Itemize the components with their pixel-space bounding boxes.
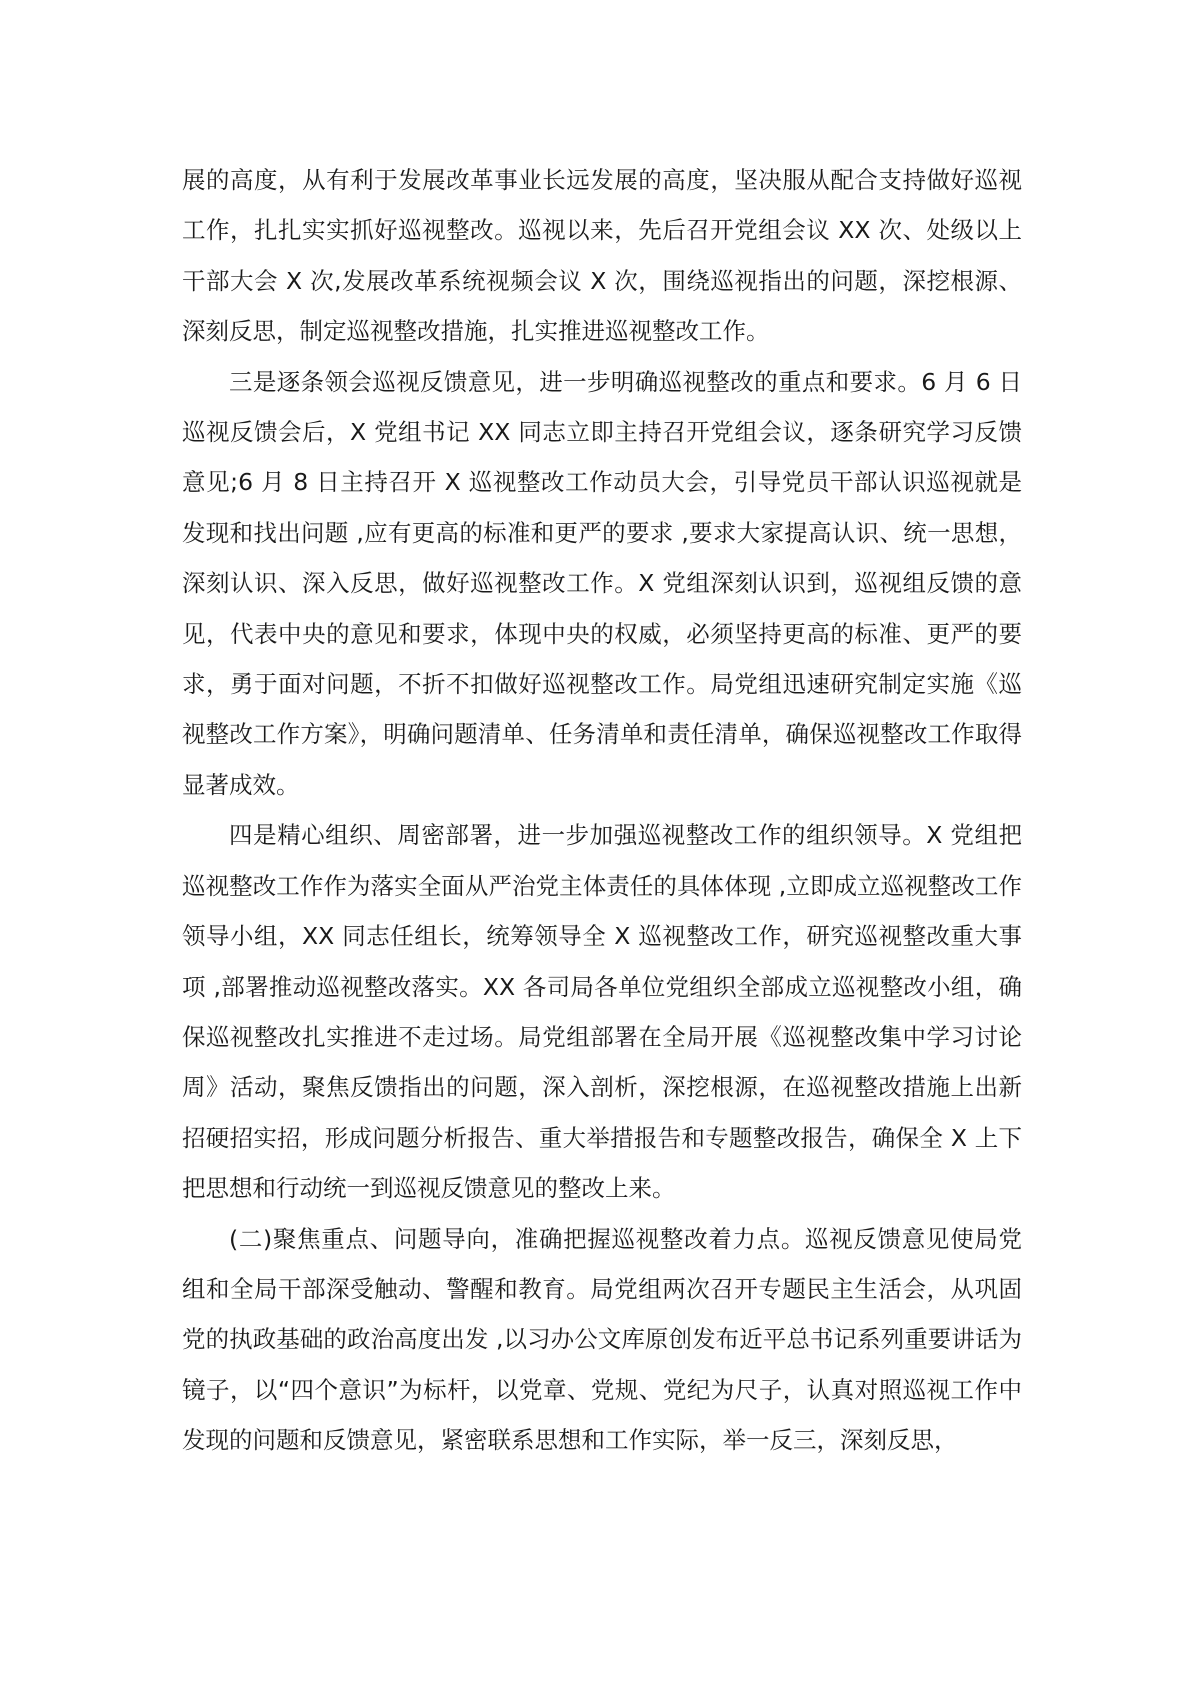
paragraph-point-three: 三是逐条领会巡视反馈意见，进一步明确巡视整改的重点和要求。6 月 6 日巡视反馈会后，X 党组书记 XX 同志立即主持召开党组会议，逐条研究学习反馈意见;6 月 8 日主持召开 X 巡视整改工作动员大会，引导党员干部认识巡视就是发现和找出问题 ,应有更高的标准和更严的要求 ,要求大家提高认识、统一思想，深刻认识、深入反思，做好巡视整改工作。X 党组深刻认识到，巡视组反馈的意见，代表中央的意见和要求，体现中央的权威，必须坚持更高的标准、更严的要求，勇于面对问题，不折不扣做好巡视整改工作。局党组迅速研究制定实施《巡视整改工作方案》，明确问题清单、任务清单和责任清单，确保巡视整改工作取得显著成效。 bbox=[182, 367, 1022, 799]
document-body bbox=[182, 155, 1022, 1466]
paragraph-continuation: 展的高度，从有利于发展改革事业长远发展的高度，坚决服从配合支持做好巡视工作，扎扎实实抓好巡视整改。巡视以来，先后召开党组会议 XX 次、处级以上干部大会 X 次,发展改革系统视频会议 X 次，围绕巡视指出的问题，深挖根源、深刻反思，制定巡视整改措施，扎实推进巡视整改工作。 bbox=[182, 166, 1022, 346]
paragraph-section-two: (二)聚焦重点、问题导向，准确把握巡视整改着力点。巡视反馈意见使局党组和全局干部深受触动、警醒和教育。局党组两次召开专题民主生活会，从巩固党的执政基础的政治高度出发 ,以习办公文库原创发布近平总书记系列重要讲话为镜子，以“四个意识”为标杆，以党章、党规、党纪为尺子，认真对照巡视工作中发现的问题和反馈意见，紧密联系思想和工作实际，举一反三，深刻反思， bbox=[182, 1224, 1022, 1455]
paragraph-point-four: 四是精心组织、周密部署，进一步加强巡视整改工作的组织领导。X 党组把巡视整改工作作为落实全面从严治党主体责任的具体体现 ,立即成立巡视整改工作领导小组，XX 同志任组长，统筹领导全 X 巡视整改工作，研究巡视整改重大事项 ,部署推动巡视整改落实。XX 各司局各单位党组织全部成立巡视整改小组，确保巡视整改扎实推进不走过场。局党组部署在全局开展《巡视整改集中学习讨论周》活动，聚焦反馈指出的问题，深入剖析，深挖根源，在巡视整改措施上出新招硬招实招，形成问题分析报告、重大举措报告和专题整改报告，确保全 X 上下把思想和行动统一到巡视反馈意见的整改上来。 bbox=[182, 821, 1022, 1203]
